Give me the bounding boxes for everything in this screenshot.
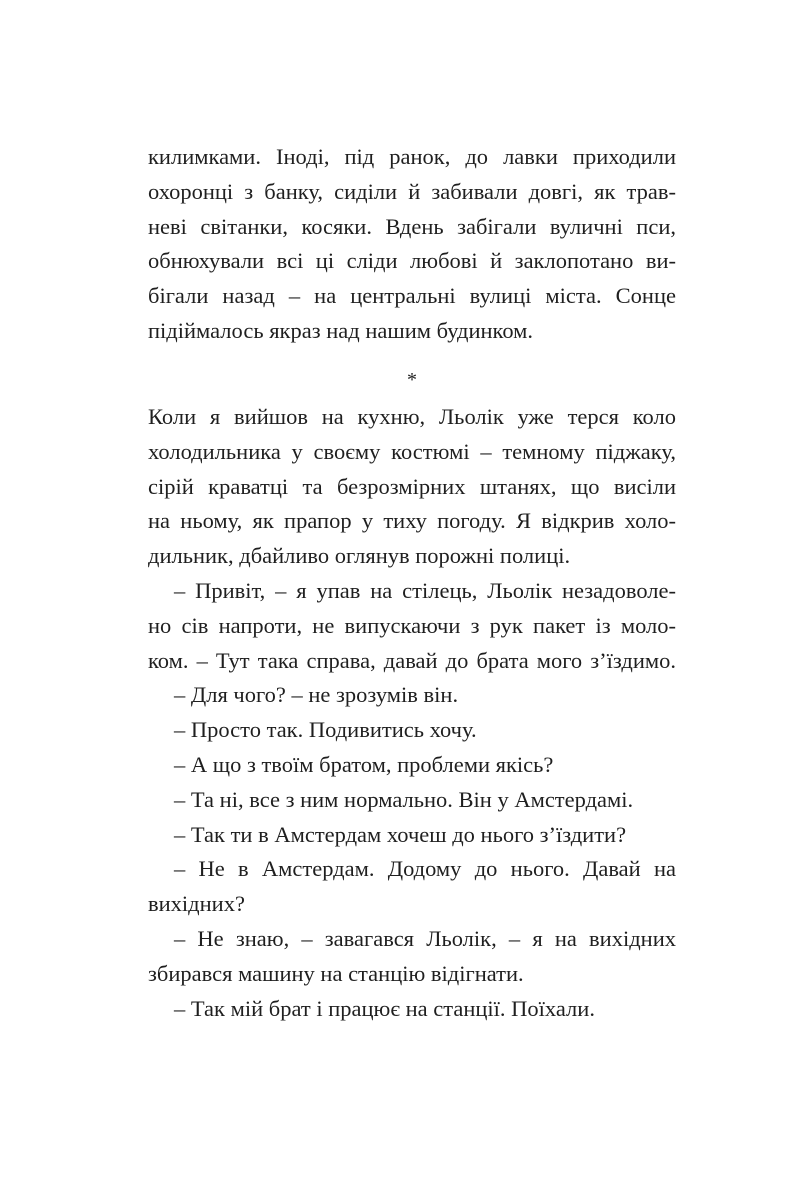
dialogue-line: – Просто так. Подивитись хочу.: [174, 717, 477, 743]
text-line: охоронці з банку, сиділи й забивали довгі, як трав-: [148, 178, 676, 204]
text-line: на ньому, як прапор у тиху погоду. Я відкрив холо-: [148, 508, 676, 534]
text-line: бігали назад – на центральні вулиці міста. Сонце: [148, 283, 676, 309]
text-line: збирався машину на станцію відігнати.: [148, 960, 524, 986]
paragraph-section-one: [148, 140, 676, 349]
text-line: підіймалось якраз над нашим будинком.: [148, 317, 534, 343]
text-line: килимками. Іноді, під ранок, до лавки приходили: [148, 144, 676, 169]
dialogue-line: – Не знаю, – завагався Льолік, – я на вихідних: [174, 925, 676, 951]
text-line: неві світанки, косяки. Вдень забігали вуличні пси,: [148, 213, 676, 239]
section-separator: *: [407, 369, 417, 391]
dialogue-line: – Привіт, – я упав на стілець, Льолік незадоволе-: [174, 577, 676, 603]
text-line: Коли я вийшов на кухню, Льолік уже терся коло: [148, 404, 676, 429]
text-line: ком. – Тут така справа, давай до брата мого з’їздимо.: [148, 647, 676, 673]
dialogue-line: – Так ти в Амстердам хочеш до нього з’їздити?: [174, 821, 627, 847]
text-line: обнюхували всі ці сліди любові й заклопотано ви-: [148, 248, 676, 274]
text-line: вихідних?: [148, 891, 245, 917]
dialogue-line: – Так мій брат і працює на станції. Поїхали.: [174, 995, 595, 1021]
text-line: дильник, дбайливо оглянув порожні полиці.: [148, 543, 571, 569]
text-line: холодильника у своєму костюмі – темному піджаку,: [148, 438, 676, 464]
text-line: но сів напроти, не випускаючи з рук пакет із моло-: [148, 612, 676, 638]
dialogue-line: – Для чого? – не зрозумів він.: [174, 682, 459, 708]
dialogue-line: – Та ні, все з ним нормально. Він у Амстердамі.: [174, 786, 634, 812]
dialogue-line: – Не в Амстердам. Додому до нього. Давай на: [174, 856, 676, 882]
dialogue-line: – А що з твоїм братом, проблеми якісь?: [174, 751, 554, 777]
paragraph-section-two: [148, 400, 676, 1026]
text-line: сірій краватці та безрозмірних штанях, що висіли: [148, 473, 676, 499]
